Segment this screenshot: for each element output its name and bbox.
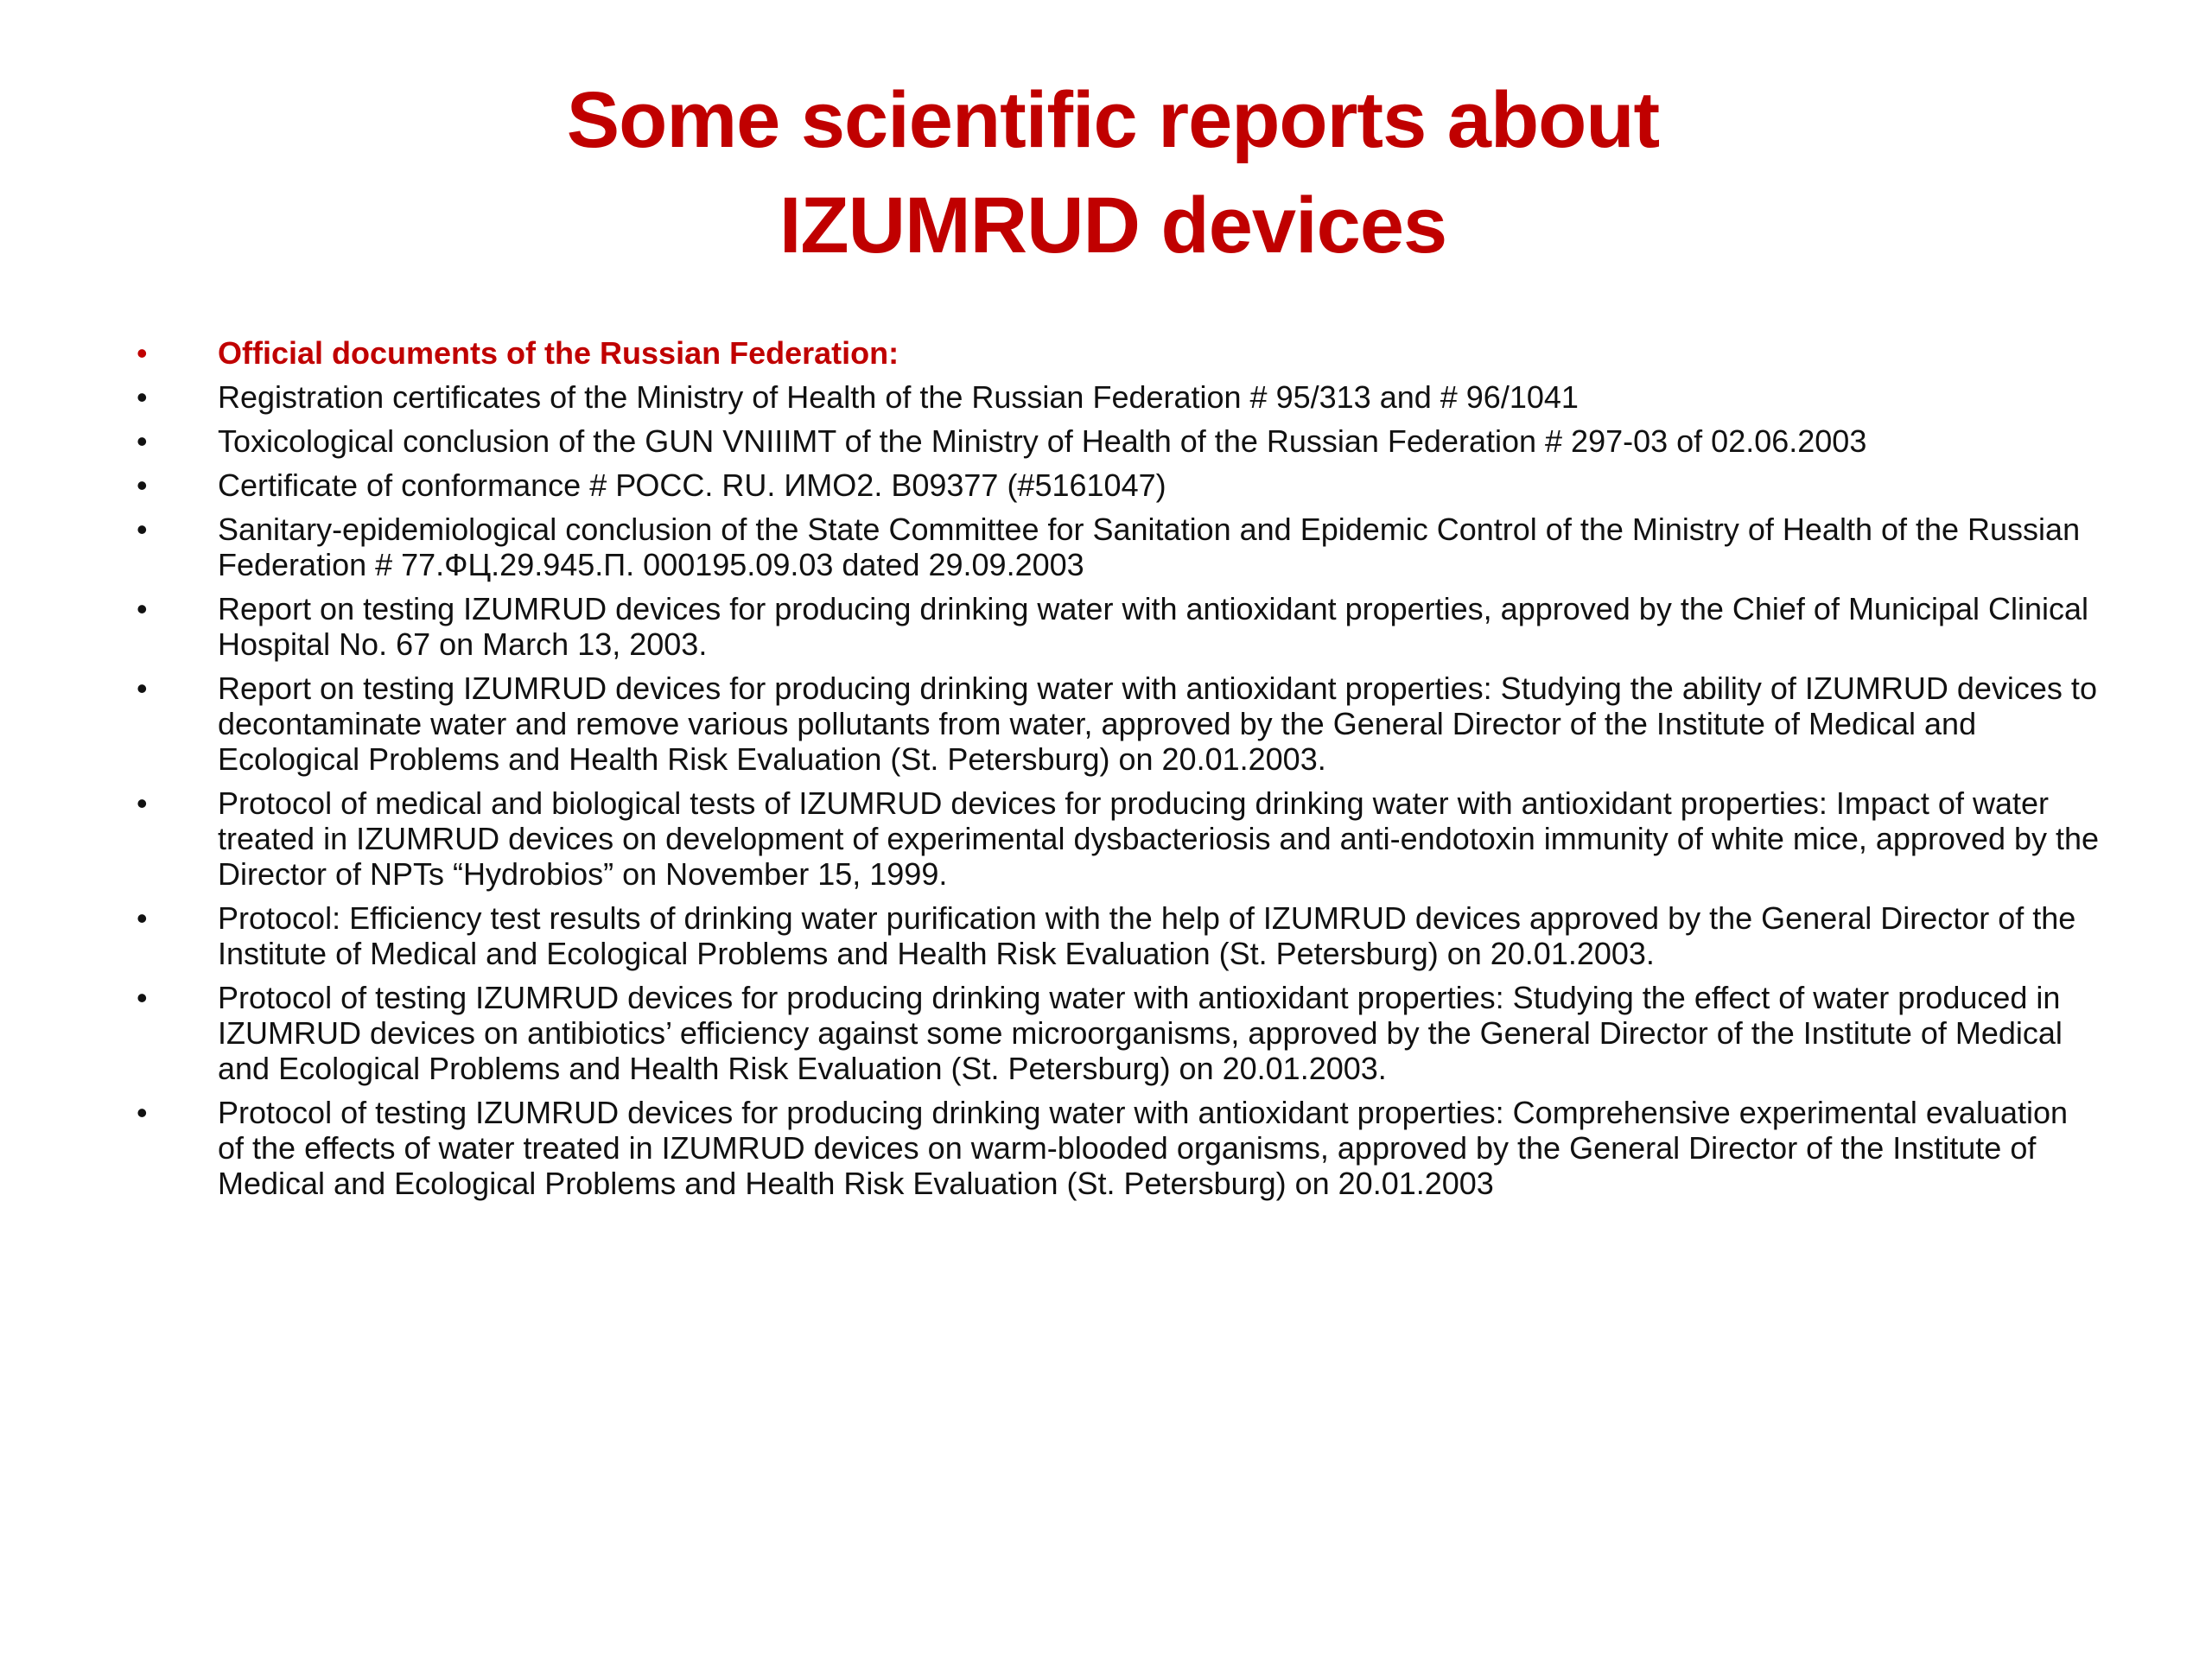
bullet-icon: • <box>137 379 148 415</box>
list-item-text: Sanitary-epidemiological conclusion of the State Committee for Sanitation and Epidemic Control of the Ministry of Health of the Russian Federation # 77.ФЦ.29.945.П. 000195.09.03 dated 29.09.2003 <box>218 512 2081 582</box>
list-item <box>130 423 2100 459</box>
slide-title <box>0 67 2212 278</box>
title-line-2: IZUMRUD devices <box>779 181 1447 270</box>
bullet-icon: • <box>137 671 148 706</box>
list-item-text: Protocol of medical and biological tests of IZUMRUD devices for producing drinking water with antioxidant properties: Impact of water treated in IZUMRUD devices on development of experimental dysbacteriosis and anti-endotoxin immunity of white mice, approved by the Director of NPTs “Hydrobios” on November 15, 1999. <box>218 785 2100 892</box>
list-item-text: Protocol: Efficiency test results of drinking water purification with the help of IZUMRUD devices approved by the General Director of the Institute of Medical and Ecological Problems and Health Risk Evaluation (St. Petersburg) on 20.01.2003. <box>218 900 2076 971</box>
bullet-icon: • <box>137 1095 148 1130</box>
list-item <box>130 1095 2100 1201</box>
list-heading <box>130 335 2100 371</box>
bullet-icon: • <box>137 980 148 1015</box>
list-item-text: Protocol of testing IZUMRUD devices for producing drinking water with antioxidant properties: Comprehensive experimental evaluation of the effects of water treated in IZUMRUD devices on warm-blooded organisms, approved by the General Director of the Institute of Medical and Ecological Problems and Health Risk Evaluation (St. Petersburg) on 20.01.2003 <box>218 1095 2069 1201</box>
list-item-text: Report on testing IZUMRUD devices for producing drinking water with antioxidant properties, approved by the Chief of Municipal Clinical Hospital No. 67 on March 13, 2003. <box>218 591 2089 662</box>
list-item <box>130 591 2100 662</box>
bullet-icon: • <box>137 512 148 547</box>
list-item-text: Certificate of conformance # РОСС. RU. ИМО2. В09377 (#5161047) <box>218 467 1166 503</box>
list-item-text: Registration certificates of the Ministry of Health of the Russian Federation # 95/313 and # 96/1041 <box>218 379 1579 415</box>
list-item-text: Toxicological conclusion of the GUN VNIIIMT of the Ministry of Health of the Russian Federation # 297-03 of 02.06.2003 <box>218 423 1867 459</box>
bullet-icon: • <box>137 423 148 459</box>
list-item <box>130 671 2100 777</box>
bullet-icon: • <box>137 785 148 821</box>
list-item <box>130 512 2100 582</box>
bullet-icon: • <box>137 900 148 936</box>
list-item <box>130 785 2100 892</box>
title-line-1: Some scientific reports about <box>566 76 1660 164</box>
list-item <box>130 980 2100 1086</box>
list-item-text: Protocol of testing IZUMRUD devices for producing drinking water with antioxidant properties: Studying the effect of water produced in IZUMRUD devices on antibiotics’ efficiency against some microorganisms, approved by the General Director of the Institute of Medical and Ecological Problems and Health Risk Evaluation (St. Petersburg) on 20.01.2003. <box>218 980 2063 1086</box>
list-item <box>130 467 2100 503</box>
list-item <box>130 900 2100 971</box>
list-item-text: Report on testing IZUMRUD devices for producing drinking water with antioxidant properties: Studying the ability of IZUMRUD devices to decontaminate water and remove various pollutants from water, approved by the General Director of the Institute of Medical and Ecological Problems and Health Risk Evaluation (St. Petersburg) on 20.01.2003. <box>218 671 2097 777</box>
list-heading-text: Official documents of the Russian Federation: <box>218 335 899 371</box>
list-item <box>130 379 2100 415</box>
bullet-icon: • <box>137 335 148 371</box>
document-list <box>130 335 2100 1210</box>
bullet-icon: • <box>137 467 148 503</box>
bullet-icon: • <box>137 591 148 626</box>
